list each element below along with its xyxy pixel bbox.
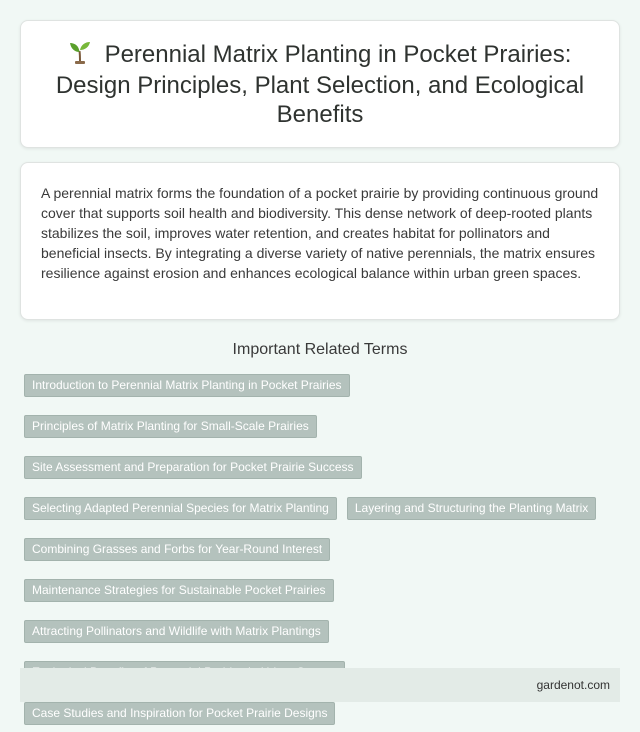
intro-card bbox=[20, 162, 620, 320]
footer bbox=[20, 668, 620, 702]
footer-site-name[interactable]: gardenot.com bbox=[536, 678, 610, 692]
term-link[interactable]: Principles of Matrix Planting for Small-Scale Prairies bbox=[24, 415, 317, 438]
intro-paragraph: A perennial matrix forms the foundation of a pocket prairie by providing continuous ground cover that supports soil health and biodiversity. This dense network of deep-rooted plants stabilizes the soil, improves water retention, and creates habitat for pollinators and beneficial insects. By integrating a diverse variety of native perennials, the matrix ensures resilience against erosion and enhances ecological balance within urban green spaces. bbox=[41, 185, 599, 281]
term-link[interactable]: Selecting Adapted Perennial Species for Matrix Planting bbox=[24, 497, 337, 520]
term-link[interactable]: Introduction to Perennial Matrix Planting in Pocket Prairies bbox=[24, 374, 350, 397]
term-link[interactable]: Site Assessment and Preparation for Pocket Prairie Success bbox=[24, 456, 362, 479]
term-link[interactable]: Layering and Structuring the Planting Matrix bbox=[347, 497, 596, 520]
term-link[interactable]: Attracting Pollinators and Wildlife with Matrix Plantings bbox=[24, 620, 329, 643]
term-link[interactable]: Maintenance Strategies for Sustainable Pocket Prairies bbox=[24, 579, 334, 602]
title-card bbox=[20, 20, 620, 148]
term-link[interactable]: Combining Grasses and Forbs for Year-Round Interest bbox=[24, 538, 330, 561]
term-link[interactable]: Case Studies and Inspiration for Pocket Prairie Designs bbox=[24, 702, 335, 725]
seedling-icon bbox=[69, 40, 91, 71]
page-title bbox=[51, 40, 589, 129]
page-title-text: Perennial Matrix Planting in Pocket Prairies: Design Principles, Plant Selection, and Ecological Benefits bbox=[55, 40, 585, 128]
related-terms-heading: Important Related Terms bbox=[232, 341, 408, 358]
